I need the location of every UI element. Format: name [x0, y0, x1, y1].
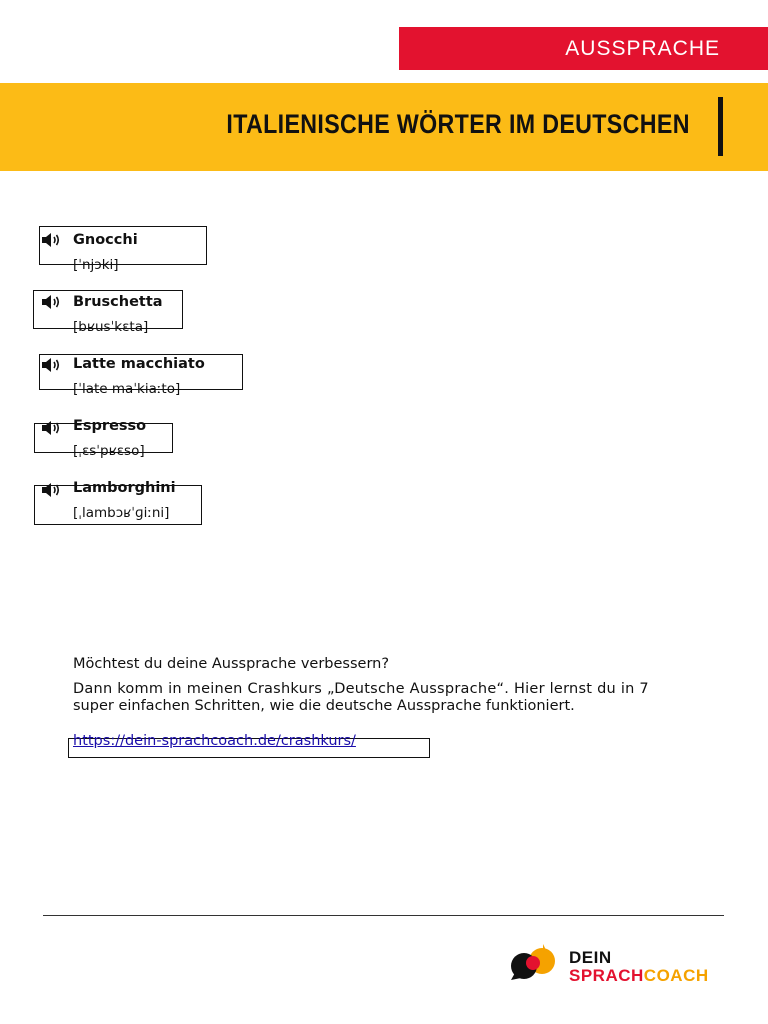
word-ipa: [ˈnjɔki]: [73, 257, 119, 273]
speaker-icon[interactable]: [41, 357, 63, 373]
logo-text-line-1: DEIN: [569, 948, 612, 967]
word-label: Gnocchi: [73, 232, 138, 248]
cta-text-line-1: Dann komm in meinen Crashkurs „Deutsche Aussprache“. Hier lernst du in 7: [73, 681, 649, 697]
word-label: Latte macchiato: [73, 356, 205, 372]
speaker-icon[interactable]: [41, 482, 63, 498]
cta-text-line-2: super einfachen Schritten, wie die deutsche Aussprache funktioniert.: [73, 698, 575, 714]
title-divider: [718, 97, 723, 156]
speech-bubble-logo-icon: [507, 940, 563, 988]
word-label: Lamborghini: [73, 480, 176, 496]
word-ipa: [ˌɛsˈpʁɛso]: [73, 443, 145, 459]
word-ipa: [ˌlambɔʁˈɡiːni]: [73, 505, 170, 521]
word-ipa: [bʁusˈkɛta]: [73, 319, 149, 335]
speaker-icon[interactable]: [41, 232, 63, 248]
title-banner: [0, 83, 768, 171]
section-tag: [399, 27, 768, 70]
word-ipa: [ˈlate maˈkiaːto]: [73, 381, 181, 397]
logo-text-coach: COACH: [643, 966, 709, 985]
cta-question: Möchtest du deine Aussprache verbessern?: [73, 656, 390, 672]
word-label: Bruschetta: [73, 294, 163, 310]
speaker-icon[interactable]: [41, 420, 63, 436]
word-label: Espresso: [73, 418, 147, 434]
logo-text-line-2: [569, 966, 709, 986]
footer-divider: [43, 915, 724, 916]
crashkurs-link[interactable]: https://dein-sprachcoach.de/crashkurs/: [73, 733, 356, 749]
speaker-icon[interactable]: [41, 294, 63, 310]
section-tag-label: AUSSPRACHE: [565, 36, 720, 60]
logo-text-sprach: SPRACH: [569, 966, 644, 985]
page-title: ITALIENISCHE WÖRTER IM DEUTSCHEN: [226, 109, 690, 139]
